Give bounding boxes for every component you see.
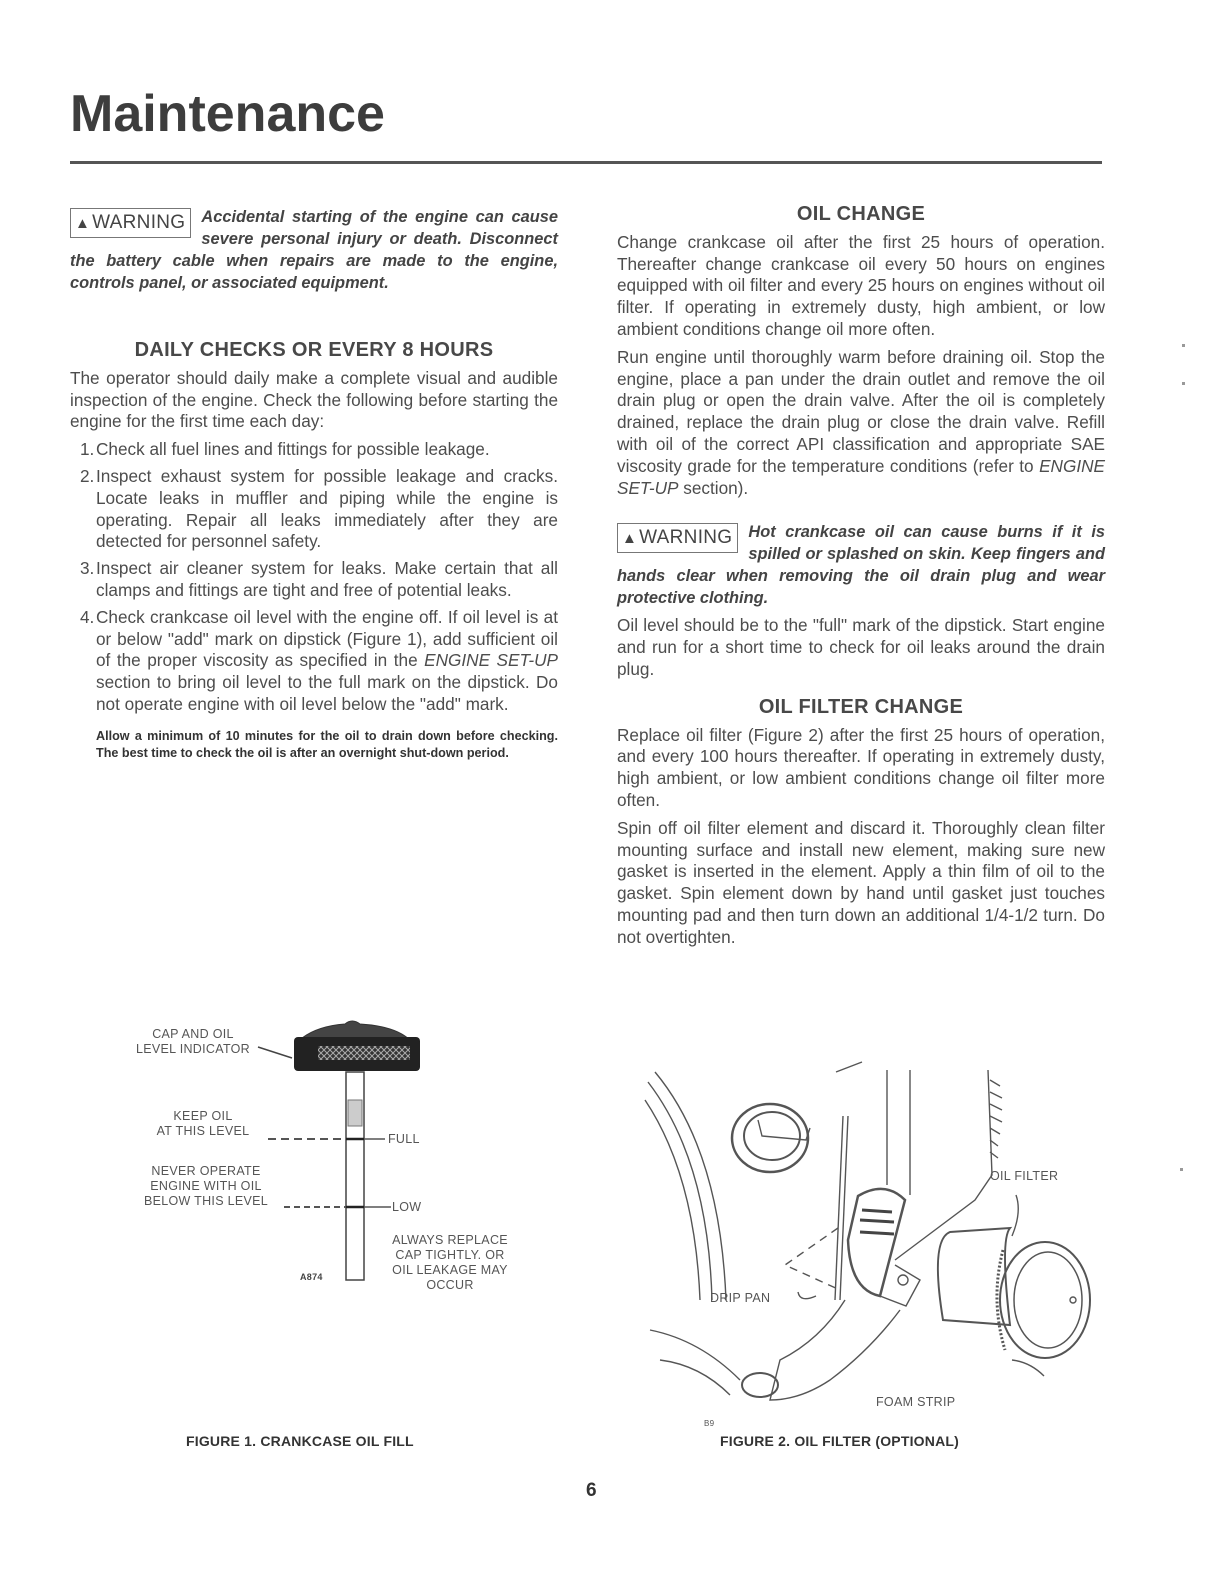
figure-code: B9 [704,1419,715,1428]
figure-2-caption: FIGURE 2. OIL FILTER (OPTIONAL) [720,1433,960,1449]
oil-filter-end-cap [1000,1242,1090,1358]
dipstick-cap [294,1037,420,1071]
daily-checks-intro: The operator should daily make a complete visual and audible inspection of the engine. Check the following before starting the engine for the first time each day: [70,367,558,432]
never-operate-label: NEVER OPERATE ENGINE WITH OIL BELOW THIS LEVEL [143,1164,269,1208]
drip-pan-outline [785,1228,840,1290]
cap-label: CAP AND OIL LEVEL INDICATOR [135,1027,251,1056]
hot-oil-warning [617,521,1105,609]
scan-speck [1180,1168,1183,1171]
oil-filter-para-1: Replace oil filter (Figure 2) after the first 25 hours of operation, and every 100 hours thereafter. If operating in extremely dusty, high ambient, or low ambient conditions change oil filter more often. [617,724,1105,810]
list-item: 4. Check crankcase oil level with the engine off. If oil level is at or below "add" mark on dipstick (Figure 1), add sufficient oil of the proper viscosity as specified in the ENGINE SET-UP section to bring oil level to the full mark on the dipstick. Do not operate engine with oil level below the "add" mark. [80,606,559,714]
daily-checks-list [70,439,558,716]
left-column [70,206,558,762]
daily-checks-heading: DAILY CHECKS OR EVERY 8 HOURS [134,339,494,361]
drain-outlet [848,1189,905,1296]
title-rule [70,161,1102,164]
oil-change-para-1: Change crankcase oil after the first 25 hours of operation. Thereafter change crankcase oil every 50 hours on engines equipped with oil filter and every 25 hours on engines without oil filter. If operating in extremely dusty, high ambient, or low ambient conditions change oil more often. [617,231,1105,339]
dipstick-shaft [346,1072,364,1280]
oil-check-note: Allow a minimum of 10 minutes for the oil to drain down before checking. The best time to check the oil is after an overnight shut-down period. [96,728,558,760]
cover-plate [732,1104,808,1172]
oil-filter-change-heading: OIL FILTER CHANGE [758,695,964,718]
drip-pan-label: DRIP PAN [710,1291,771,1305]
drip-pan-pointer [798,1292,816,1299]
page-number: 6 [586,1480,597,1501]
oil-filter-label: OIL FILTER [990,1169,1059,1183]
warning-triangle-icon: ▲ [622,530,638,548]
scan-speck [1182,344,1185,347]
warning-badge: ▲ WARNING [617,523,738,553]
dipstick-grip [348,1100,362,1126]
oil-change-para-2: Run engine until thoroughly warm before draining oil. Stop the engine, place a pan under the drain outlet and remove the oil drain plug or open the drain valve. After the oil is completely drained, replace the drain plug or close the drain valve. Refill with oil of the correct API classification and appropriate SAE viscosity grade for the temperature conditions (refer to ENGINE SET-UP section). [617,346,1105,498]
warning-text: Hot crankcase oil can cause burns if it is spilled or splashed on skin. Keep fingers and hands clear when removing the oil drain plug and wear protective clothing. [617,523,1105,608]
warning-badge: ▲ WARNING [70,208,191,238]
oil-change-heading: OIL CHANGE [796,203,926,225]
always-replace-label: ALWAYS REPLACE CAP TIGHTLY. OR OIL LEAKAGE MAY OCCUR [392,1233,508,1292]
warning-triangle-icon: ▲ [75,215,91,232]
warning-text: Accidental starting of the engine can cause severe personal injury or death. Disconnect the battery cable when repairs are made to the engine, controls panel, or associated equipment. [70,208,558,292]
flywheel-housing-arc [655,1072,726,1300]
foam-strip-label: FOAM STRIP [876,1395,956,1409]
oil-filter-canister [938,1228,1010,1325]
oil-filter-para-2: Spin off oil filter element and discard it. Thoroughly clean filter mounting surface and install new element, making sure new gasket is inserted in the element. Apply a thin film of oil to the gasket. Spin element down by hand until gasket just touches mounting pad and then turn down an additional 1/4-1/2 turn. Do not overtighten. [617,817,1105,947]
list-item: 2. Inspect exhaust system for possible leakage and cracks. Locate leaks in muffler and piping while the engine is operating. Repair all leaks immediately after they are detected for personnel safety. [80,465,558,552]
page-title: Maintenance [70,85,385,143]
figure-1-caption: FIGURE 1. CRANKCASE OIL FILL [186,1433,414,1449]
battery-warning [70,206,558,294]
dipstick-cap-knurl [318,1046,410,1060]
scan-speck [1182,382,1185,385]
list-item: 3. Inspect air cleaner system for leaks. Make certain that all clamps and fittings are tight and free of potential leaks. [80,558,558,600]
low-label: LOW [392,1200,422,1214]
foam-strip-pointer [1012,1360,1044,1376]
dipstick-cap-dome [302,1021,410,1040]
right-column [617,204,1105,955]
list-item: 1. Check all fuel lines and fittings for possible leakage. [80,439,490,460]
oil-change-para-3: Oil level should be to the "full" mark of the dipstick. Start engine and run for a short time to check for oil leaks around the drain plug. [617,615,1105,679]
keep-oil-label: KEEP OIL AT THIS LEVEL [156,1109,250,1138]
full-label: FULL [388,1132,420,1146]
figure-code: A874 [300,1272,323,1282]
section-reference: ENGINE SET-UP [424,650,559,671]
cap-pointer-arrow [258,1047,292,1058]
section-reference: ENGINE SET-UP [617,455,1105,498]
